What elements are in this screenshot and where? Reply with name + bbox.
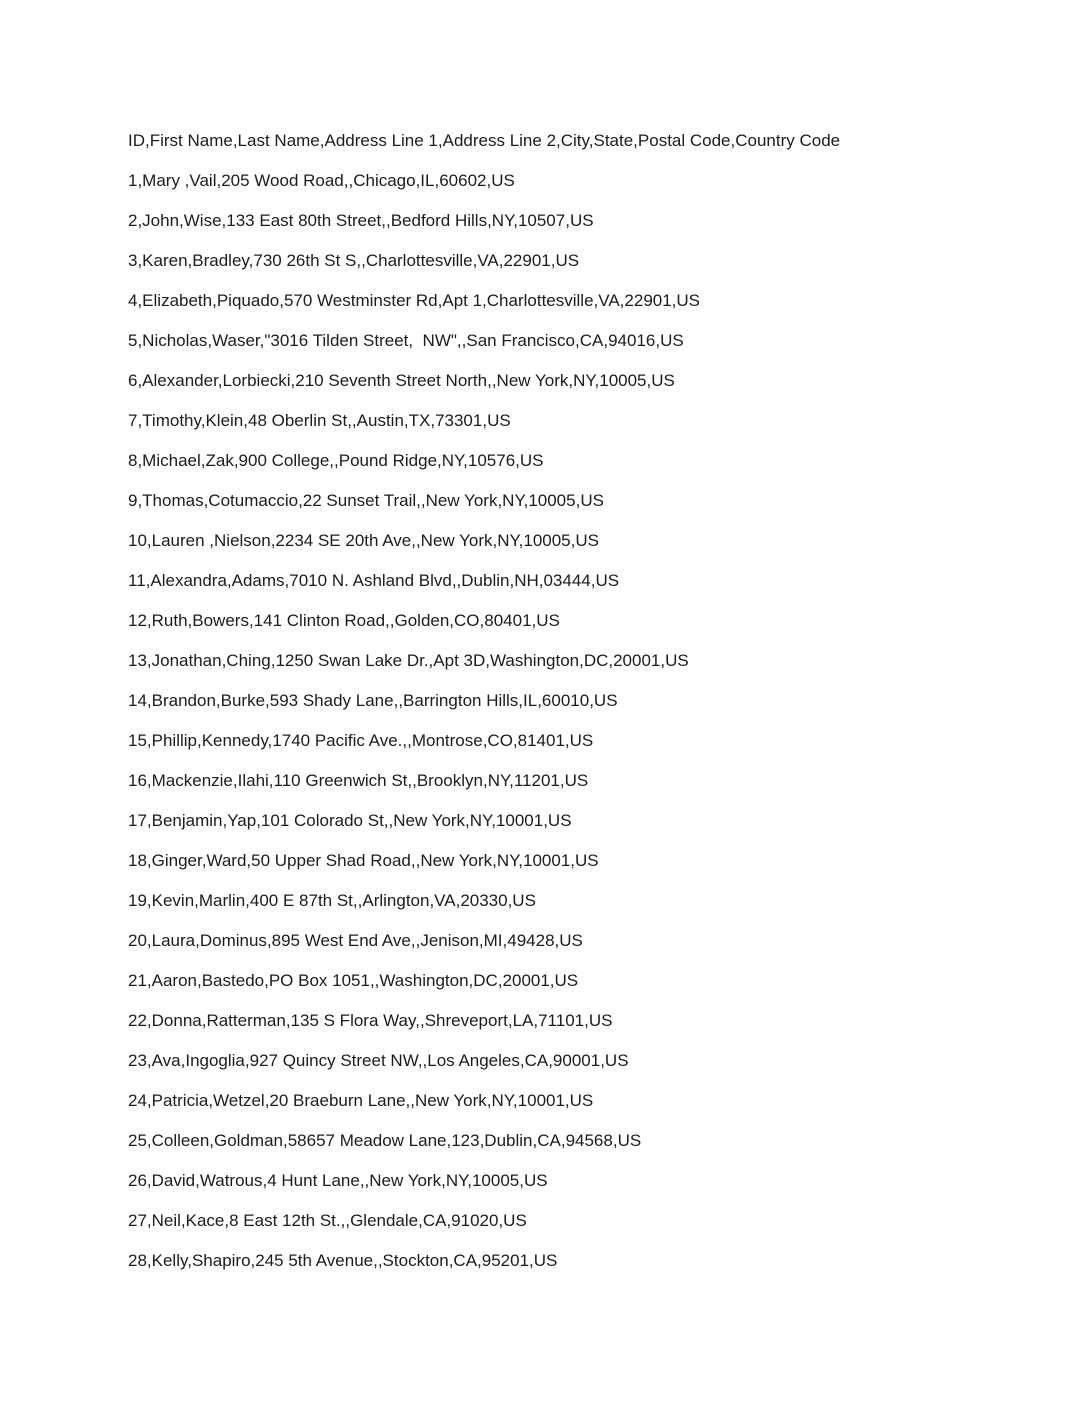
csv-line: 28,Kelly,Shapiro,245 5th Avenue,,Stockton,CA,95201,US [128,1251,558,1270]
document-body [128,121,1028,1281]
csv-line: 13,Jonathan,Ching,1250 Swan Lake Dr.,Apt 3D,Washington,DC,20001,US [128,651,689,670]
csv-line: ID,First Name,Last Name,Address Line 1,Address Line 2,City,State,Postal Code,Country Code [128,131,841,150]
csv-line: 15,Phillip,Kennedy,1740 Pacific Ave.,,Montrose,CO,81401,US [128,731,594,750]
csv-line: 12,Ruth,Bowers,141 Clinton Road,,Golden,CO,80401,US [128,611,560,630]
csv-line: 6,Alexander,Lorbiecki,210 Seventh Street North,,New York,NY,10005,US [128,371,675,390]
csv-line: 9,Thomas,Cotumaccio,22 Sunset Trail,,New York,NY,10005,US [128,491,604,510]
csv-line: 5,Nicholas,Waser,"3016 Tilden Street, NW",,San Francisco,CA,94016,US [128,331,684,350]
csv-line: 27,Neil,Kace,8 East 12th St.,,Glendale,CA,91020,US [128,1211,527,1230]
csv-line: 20,Laura,Dominus,895 West End Ave,,Jenison,MI,49428,US [128,931,583,950]
csv-line: 7,Timothy,Klein,48 Oberlin St,,Austin,TX,73301,US [128,411,511,430]
csv-line: 24,Patricia,Wetzel,20 Braeburn Lane,,New York,NY,10001,US [128,1091,594,1110]
csv-line: 25,Colleen,Goldman,58657 Meadow Lane,123,Dublin,CA,94568,US [128,1131,642,1150]
csv-line: 16,Mackenzie,Ilahi,110 Greenwich St,,Brooklyn,NY,11201,US [128,771,589,790]
csv-line: 26,David,Watrous,4 Hunt Lane,,New York,NY,10005,US [128,1171,548,1190]
csv-line: 3,Karen,Bradley,730 26th St S,,Charlottesville,VA,22901,US [128,251,580,270]
csv-line: 10,Lauren ,Nielson,2234 SE 20th Ave,,New York,NY,10005,US [128,531,599,550]
csv-line: 17,Benjamin,Yap,101 Colorado St,,New York,NY,10001,US [128,811,572,830]
csv-line: 23,Ava,Ingoglia,927 Quincy Street NW,,Los Angeles,CA,90001,US [128,1051,629,1070]
csv-line: 21,Aaron,Bastedo,PO Box 1051,,Washington,DC,20001,US [128,971,579,990]
csv-line: 14,Brandon,Burke,593 Shady Lane,,Barrington Hills,IL,60010,US [128,691,618,710]
csv-line: 11,Alexandra,Adams,7010 N. Ashland Blvd,,Dublin,NH,03444,US [128,571,620,590]
csv-line: 18,Ginger,Ward,50 Upper Shad Road,,New York,NY,10001,US [128,851,599,870]
csv-line: 8,Michael,Zak,900 College,,Pound Ridge,NY,10576,US [128,451,544,470]
csv-line: 22,Donna,Ratterman,135 S Flora Way,,Shreveport,LA,71101,US [128,1011,613,1030]
csv-line: 4,Elizabeth,Piquado,570 Westminster Rd,Apt 1,Charlottesville,VA,22901,US [128,291,701,310]
csv-line: 1,Mary ,Vail,205 Wood Road,,Chicago,IL,60602,US [128,171,515,190]
csv-line: 2,John,Wise,133 East 80th Street,,Bedford Hills,NY,10507,US [128,211,594,230]
csv-line: 19,Kevin,Marlin,400 E 87th St,,Arlington,VA,20330,US [128,891,536,910]
